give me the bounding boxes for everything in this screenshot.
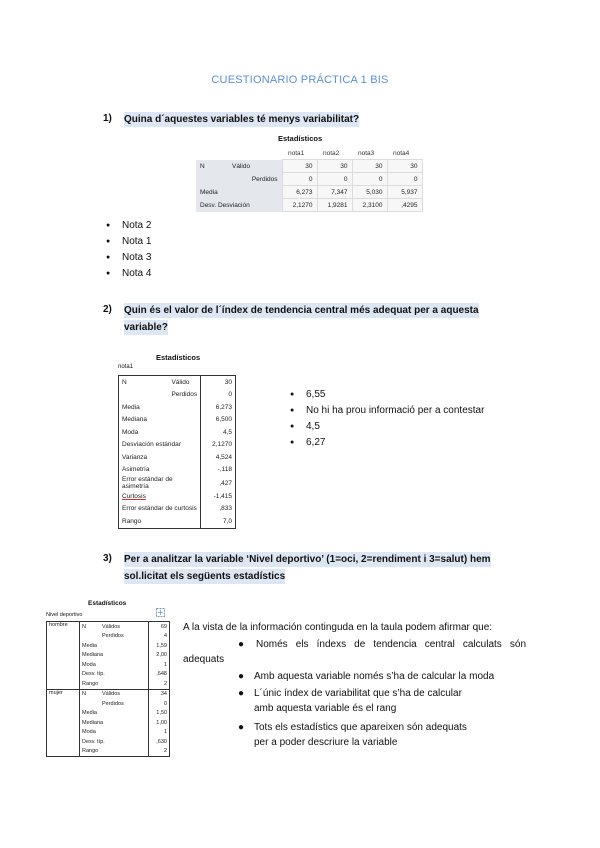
cell: 1,00 bbox=[149, 718, 170, 728]
table-row bbox=[119, 414, 236, 427]
row-label: Mediana bbox=[82, 719, 104, 726]
row-label: Válidos bbox=[102, 623, 121, 630]
row-label: Moda bbox=[82, 661, 96, 668]
cell: 2,1270 bbox=[201, 439, 236, 452]
cell: -,118 bbox=[201, 464, 236, 477]
row-label: Válido bbox=[171, 378, 190, 386]
group-label: hombre bbox=[47, 622, 80, 690]
row-label: Mediana bbox=[122, 416, 147, 424]
cell: 1,50 bbox=[149, 709, 170, 719]
bullet-icon: ● bbox=[238, 639, 245, 650]
row-label: Error estándar de curtosis bbox=[122, 505, 197, 513]
cell: ,4295 bbox=[387, 199, 422, 212]
table-row bbox=[47, 689, 170, 699]
row-label: N bbox=[122, 378, 127, 386]
cell: -1,415 bbox=[201, 490, 236, 503]
q2-stats-table bbox=[118, 375, 236, 529]
table-row bbox=[119, 426, 236, 439]
q2-option[interactable]: ● 6,55 bbox=[290, 387, 484, 403]
q1-col-header: nota4 bbox=[393, 149, 410, 157]
cell: 4,524 bbox=[201, 451, 236, 464]
table-row bbox=[119, 476, 236, 490]
row-label: Desv. típ. bbox=[82, 738, 105, 745]
bullet-icon: ● bbox=[238, 688, 245, 699]
q3-option3-line1[interactable]: L´únic índex de variabilitat que s’ha de calcular bbox=[254, 688, 462, 699]
q2-table-title: Estadísticos bbox=[156, 353, 201, 362]
row-label: Curtosis bbox=[122, 492, 146, 500]
q2-option[interactable]: ● 6,27 bbox=[290, 435, 484, 451]
cell: 6,273 bbox=[201, 401, 236, 414]
table-row bbox=[119, 515, 236, 528]
cell: ,833 bbox=[201, 503, 236, 516]
table-row bbox=[119, 389, 236, 402]
row-label: Media bbox=[82, 710, 97, 717]
q2-text-line2: variable? bbox=[124, 322, 168, 333]
cell: 0 bbox=[317, 173, 352, 186]
group-label: mujer bbox=[47, 689, 80, 757]
row-label: Varianza bbox=[122, 453, 148, 461]
cell: 30 bbox=[282, 160, 317, 173]
cell: 1,59 bbox=[149, 641, 170, 651]
table-row bbox=[119, 451, 236, 464]
row-label: Perdidos bbox=[171, 391, 198, 399]
cell: 0 bbox=[352, 173, 387, 186]
row-label: Rango bbox=[82, 680, 99, 687]
q2-varname: nota1 bbox=[118, 364, 134, 370]
row-label: N bbox=[82, 623, 86, 630]
bullet-icon: ● bbox=[238, 722, 245, 733]
cell: ,427 bbox=[201, 476, 236, 490]
cell: 1 bbox=[149, 660, 170, 670]
cell: 2 bbox=[149, 747, 170, 757]
q2-number: 2) bbox=[103, 304, 112, 315]
q3-option4-line1[interactable]: Tots els estadístics que apareixen són adequats bbox=[254, 722, 467, 733]
bullet-icon: ● bbox=[238, 671, 245, 682]
q3-varname: Nivel deportivo bbox=[46, 612, 83, 618]
table-row bbox=[119, 503, 236, 516]
row-label: Rango bbox=[122, 517, 142, 525]
cell: 0 bbox=[201, 389, 236, 402]
table-row bbox=[119, 439, 236, 452]
q3-option2[interactable]: Amb aquesta variable només s’ha de calcular la moda bbox=[254, 671, 495, 682]
q3-text-line1: Per a analitzar la variable ‘Nivel deportivo’ (1=oci, 2=rendiment i 3=salut) hem bbox=[124, 554, 491, 565]
row-label: Válido bbox=[228, 160, 282, 173]
row-label: Media bbox=[122, 403, 140, 411]
cell: 1,9281 bbox=[317, 199, 352, 212]
q1-col-header: nota3 bbox=[358, 149, 375, 157]
cell: 6,500 bbox=[201, 414, 236, 427]
row-label: Desv. típ. bbox=[82, 671, 105, 678]
cell: 2 bbox=[149, 679, 170, 689]
table-row bbox=[196, 186, 422, 199]
cell: 6,273 bbox=[282, 186, 317, 199]
cell: 34 bbox=[149, 689, 170, 699]
q1-option[interactable]: ● Nota 1 bbox=[106, 234, 151, 250]
row-label: Error estándar de asimetría bbox=[122, 476, 173, 490]
cell: 7,347 bbox=[317, 186, 352, 199]
q1-text: Quina d´aquestes variables té menys variabilitat? bbox=[124, 114, 360, 125]
cell: 30 bbox=[352, 160, 387, 173]
q2-option[interactable]: ● No hi ha prou informació per a contestar bbox=[290, 403, 484, 419]
row-label: Asimetría bbox=[122, 466, 150, 474]
q2-options bbox=[290, 387, 484, 451]
table-row bbox=[196, 199, 422, 212]
q3-stats-table bbox=[46, 621, 170, 757]
row-label: Rango bbox=[82, 748, 99, 755]
q1-option[interactable]: ● Nota 4 bbox=[106, 266, 151, 282]
table-row bbox=[119, 490, 236, 503]
table-row bbox=[47, 622, 170, 632]
row-label: Perdidos bbox=[102, 700, 124, 707]
table-row bbox=[119, 464, 236, 477]
row-label: Perdidos bbox=[102, 633, 124, 640]
cell: 7,0 bbox=[201, 515, 236, 528]
q3-option4-line2[interactable]: per a poder descriure la variable bbox=[254, 737, 398, 748]
row-label: Perdidos bbox=[228, 173, 282, 186]
q1-col-header: nota1 bbox=[288, 149, 305, 157]
table-row bbox=[196, 160, 422, 173]
cell: 1 bbox=[149, 728, 170, 738]
table-row bbox=[119, 401, 236, 414]
q3-option3-line2[interactable]: amb aquesta variable és el rang bbox=[254, 703, 397, 714]
page-title: CUESTIONARIO PRÁCTICA 1 BIS bbox=[211, 74, 389, 86]
cell: 5,937 bbox=[387, 186, 422, 199]
row-label: N bbox=[80, 689, 101, 699]
q3-option1-line2[interactable]: adequats bbox=[183, 654, 225, 665]
cell: 0 bbox=[387, 173, 422, 186]
row-label: N bbox=[196, 160, 228, 173]
row-label: Válidos bbox=[100, 689, 149, 699]
q1-option[interactable]: ● Nota 3 bbox=[106, 250, 151, 266]
cell: 4,5 bbox=[201, 426, 236, 439]
row-label: Desviación estándar bbox=[122, 441, 181, 449]
expand-icon[interactable] bbox=[156, 604, 165, 613]
q1-number: 1) bbox=[103, 113, 112, 124]
cell: 4 bbox=[149, 632, 170, 642]
q3-table-title: Estadísticos bbox=[88, 600, 127, 607]
cell: 2,3100 bbox=[352, 199, 387, 212]
row-label: Moda bbox=[122, 428, 139, 436]
q1-table-title: Estadísticos bbox=[278, 134, 323, 143]
q1-options bbox=[106, 218, 151, 282]
row-label: Media bbox=[196, 186, 282, 199]
cell: 2,1270 bbox=[282, 199, 317, 212]
q3-text-line2: sol.licitat els següents estadístics bbox=[124, 571, 286, 582]
table-row bbox=[196, 173, 422, 186]
q1-stats-table bbox=[196, 147, 423, 212]
cell: 0 bbox=[149, 699, 170, 709]
q3-intro: A la vista de la información continguda en la taula podem afirmar que: bbox=[183, 622, 493, 633]
cell: 30 bbox=[201, 376, 236, 389]
row-label: Media bbox=[82, 642, 97, 649]
row-label: Moda bbox=[82, 729, 96, 736]
q1-option[interactable]: ● Nota 2 bbox=[106, 218, 151, 234]
cell: 0 bbox=[282, 173, 317, 186]
cell: 30 bbox=[387, 160, 422, 173]
row-label: Desv. Desviación bbox=[196, 199, 282, 212]
q3-option1-line1[interactable]: Només els índexs de tendencia central calculats són bbox=[256, 639, 526, 650]
cell: 69 bbox=[149, 622, 170, 632]
table-row bbox=[119, 376, 236, 389]
cell: 30 bbox=[317, 160, 352, 173]
q1-col-header: nota2 bbox=[323, 149, 340, 157]
cell: 5,030 bbox=[352, 186, 387, 199]
q3-number: 3) bbox=[103, 553, 112, 564]
cell: ,630 bbox=[149, 737, 170, 747]
row-label: Mediana bbox=[82, 652, 104, 659]
q2-option[interactable]: ● 4,5 bbox=[290, 419, 484, 435]
cell: 2,00 bbox=[149, 651, 170, 661]
cell: ,648 bbox=[149, 670, 170, 680]
q2-text-line1: Quin és el valor de l´índex de tendencia central més adequat per a aquesta bbox=[124, 305, 479, 316]
